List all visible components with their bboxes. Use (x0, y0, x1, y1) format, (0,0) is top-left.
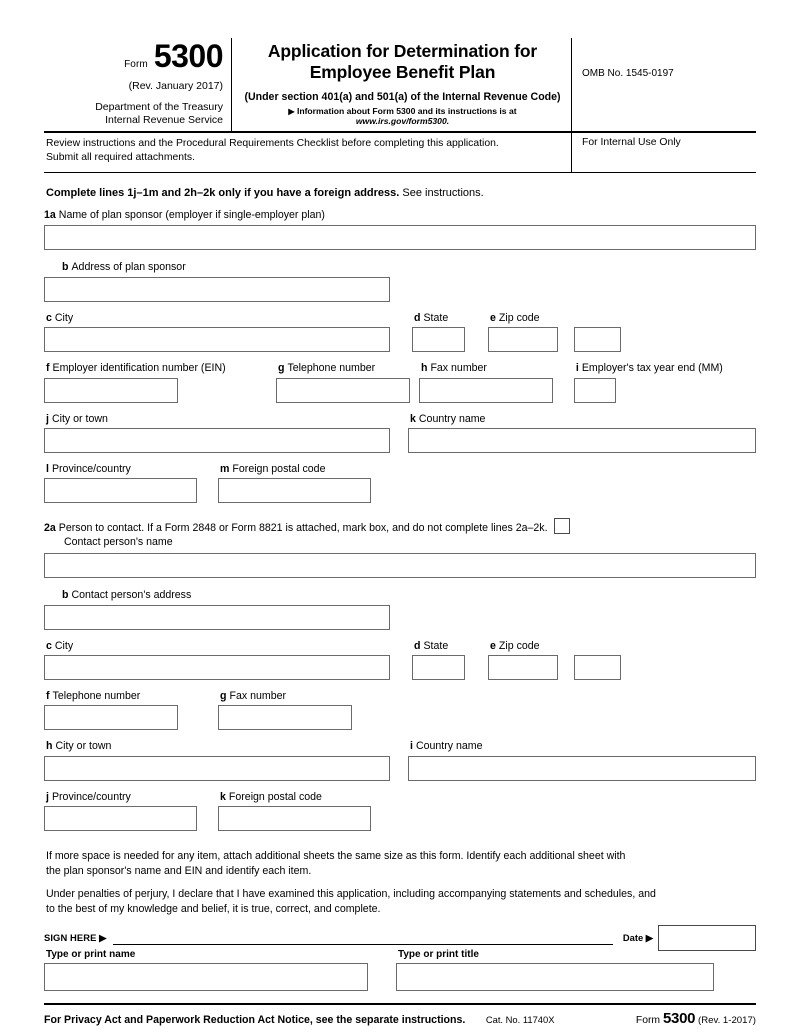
line-1f (44, 362, 276, 402)
line-2h-2i (44, 740, 756, 780)
page-title-line-2: Employee Benefit Plan (309, 61, 496, 82)
line-2a-label (44, 518, 756, 535)
foreign-address-note-rest: See instructions. (399, 186, 484, 199)
line-1j-text: City or town (51, 412, 108, 425)
plan-sponsor-name-input[interactable] (44, 225, 756, 250)
page-title (244, 41, 561, 82)
line-1c-text: City (54, 312, 74, 325)
line-2f-2g (44, 690, 756, 730)
form-header (44, 38, 756, 133)
line-2j-2k (44, 791, 756, 831)
contact-name-sublabel: Contact person's name (64, 536, 173, 549)
line-1l-label (44, 463, 218, 476)
line-2c-label (44, 640, 392, 653)
line-2a-key: 2a (44, 522, 56, 535)
page-title-line-1: Application for Determination for (267, 41, 538, 61)
irs-website-link[interactable]: www.irs.gov/form5300. (355, 116, 450, 127)
form-revision-date: (Rev. January 2017) (128, 80, 223, 92)
line-2e-label (488, 640, 566, 653)
form-info-prefix: Information about Form 5300 and its instructions is at (296, 106, 517, 117)
sponsor-foreign-city-input[interactable] (44, 428, 390, 453)
line-1m-label (218, 463, 398, 476)
line-2i (408, 740, 756, 780)
contact-telephone-input[interactable] (44, 705, 178, 730)
line-2a (44, 518, 756, 577)
line-2b-key: b (62, 588, 69, 601)
line-2e-ext (574, 640, 634, 680)
line-2d (412, 640, 488, 680)
line-1b-key: b (62, 260, 69, 273)
line-1j (44, 413, 408, 453)
signature-line-input[interactable] (113, 930, 613, 945)
sign-here-label: SIGN HERE ▶ (44, 931, 107, 943)
footer-form-revision: (Rev. 1-2017) (698, 1015, 756, 1027)
line-1j-1k (44, 413, 756, 453)
line-2j-key: j (46, 790, 49, 803)
more-space-line-2: the plan sponsor's name and EIN and identify each item. (46, 864, 312, 877)
line-1e-label (488, 312, 566, 325)
line-1l-text: Province/country (51, 462, 131, 475)
sponsor-province-input[interactable] (44, 478, 197, 503)
form-number-row (44, 40, 223, 72)
line-1j-label (44, 413, 408, 426)
contact-zip-extension-input[interactable] (574, 655, 621, 680)
line-1f-text: Employer identification number (EIN) (52, 362, 226, 375)
line-2h-label (44, 740, 408, 753)
form-number: 5300 (153, 38, 223, 74)
line-1d (412, 312, 488, 352)
line-1g-text: Telephone number (287, 362, 376, 375)
ein-input[interactable] (44, 378, 178, 403)
sponsor-telephone-input[interactable] (276, 378, 410, 403)
line-1i-label (574, 362, 756, 375)
footer-form-label: Form (635, 1015, 661, 1027)
line-2h-key: h (46, 740, 53, 753)
line-2d-text: State (423, 639, 449, 652)
type-print-name-cell (44, 949, 396, 992)
line-2i-key: i (410, 740, 413, 753)
line-1h-text: Fax number (430, 362, 487, 375)
line-1m-text: Foreign postal code (232, 462, 326, 475)
contact-foreign-postal-code-input[interactable] (218, 806, 371, 831)
line-2e-key: e (490, 639, 496, 652)
type-print-title-cell (396, 949, 736, 992)
line-1g-label (276, 362, 410, 375)
line-1h-key: h (420, 362, 428, 375)
arrow-right-icon: ▶ (288, 107, 295, 117)
line-2g (218, 690, 398, 730)
type-print-name-label: Type or print name (46, 948, 136, 960)
sponsor-country-name-input[interactable] (408, 428, 756, 453)
line-1g-key: g (277, 362, 285, 375)
sponsor-foreign-postal-code-input[interactable] (218, 478, 371, 503)
line-1j-key: j (46, 412, 49, 425)
footer-form-number: 5300 (662, 1010, 696, 1028)
foreign-address-note-bold: Complete lines 1j–1m and 2h–2k only if you have a foreign address. (46, 186, 400, 199)
omb-number: OMB No. 1545-0197 (582, 68, 674, 79)
signature-row (44, 925, 756, 945)
line-1h (419, 362, 559, 402)
line-2d-key: d (414, 639, 421, 652)
line-2b-text: Contact person's address (71, 588, 192, 601)
line-2g-text: Fax number (229, 690, 287, 703)
line-1b (44, 261, 756, 302)
tax-year-end-input[interactable] (574, 378, 616, 403)
line-2h (44, 740, 408, 780)
line-1a-key: 1a (44, 208, 56, 221)
contact-state-input[interactable] (412, 655, 465, 680)
review-instructions-text (44, 133, 572, 172)
line-1l-1m (44, 463, 756, 503)
line-2k (218, 791, 398, 831)
line-2d-label (412, 640, 488, 653)
review-line-1: Review instructions and the Procedural Requirements Checklist before completing this application. (46, 137, 499, 149)
contact-country-name-input[interactable] (408, 756, 756, 781)
line-1l-key: l (46, 462, 49, 475)
line-2c-key: c (46, 639, 52, 652)
line-2i-text: Country name (415, 740, 483, 753)
line-1a-label (44, 209, 756, 222)
line-1k-key: k (410, 412, 416, 425)
line-2b-label (44, 589, 756, 602)
line-2j-label (44, 791, 218, 804)
line-2k-label (218, 791, 398, 804)
type-print-title-label: Type or print title (398, 948, 479, 960)
more-space-note (46, 849, 756, 879)
type-print-row (44, 949, 756, 992)
sponsor-zip-extension-input[interactable] (574, 327, 621, 352)
line-1k (408, 413, 756, 453)
line-2e (488, 640, 566, 680)
irs-form-5300 (44, 38, 756, 1027)
line-1i-text: Employer's tax year end (MM) (581, 362, 723, 375)
line-1l (44, 463, 218, 503)
line-2c (44, 640, 392, 680)
line-1g (276, 362, 410, 402)
line-2g-label (218, 690, 398, 703)
form-subtitle: (Under section 401(a) and 501(a) of the Internal Revenue Code) (244, 91, 561, 104)
foreign-address-note (46, 187, 756, 199)
line-1i-key: i (575, 362, 579, 375)
line-2j (44, 791, 218, 831)
internal-use-only-label: For Internal Use Only (582, 136, 681, 148)
line-1e (488, 312, 566, 352)
line-1m (218, 463, 398, 503)
more-space-line-1: If more space is needed for any item, attach additional sheets the same size as this form. Identify each additional sheet with (46, 849, 626, 862)
contact-foreign-city-input[interactable] (44, 756, 390, 781)
line-1f-key: f (46, 362, 50, 375)
line-2j-text: Province/country (51, 790, 131, 803)
line-1b-text: Address of plan sponsor (71, 260, 186, 273)
sponsor-state-input[interactable] (412, 327, 465, 352)
review-line-2: Submit all required attachments. (46, 151, 196, 163)
line-1c-label (44, 312, 392, 325)
line-1m-key: m (220, 462, 230, 475)
form-footer (44, 1005, 756, 1027)
header-form-identity (44, 38, 232, 131)
line-2c-text: City (54, 639, 74, 652)
contact-zip-input[interactable] (488, 655, 558, 680)
type-print-title-input[interactable] (396, 963, 714, 991)
line-1c (44, 312, 392, 352)
line-1d-label (412, 312, 488, 325)
perjury-line-2: to the best of my knowledge and belief, it is true, correct, and complete. (46, 902, 381, 915)
line-1f-label (44, 362, 276, 375)
line-1k-text: Country name (418, 412, 486, 425)
line-2b (44, 589, 756, 630)
sponsor-zip-input[interactable] (488, 327, 558, 352)
form-info-line (244, 106, 561, 126)
contact-city-input[interactable] (44, 655, 390, 680)
date-label: Date ▶ (622, 931, 653, 943)
line-1a (44, 209, 756, 250)
line-1e-text: Zip code (498, 312, 540, 325)
contact-person-address-input[interactable] (44, 605, 390, 630)
sponsor-fax-input[interactable] (419, 378, 553, 403)
line-2f-key: f (46, 690, 50, 703)
line-1a-text: Name of plan sponsor (employer if single-employer plan) (58, 208, 325, 221)
line-1f-1i (44, 362, 756, 402)
line-2k-text: Foreign postal code (228, 790, 322, 803)
contact-person-name-input[interactable] (44, 553, 756, 578)
header-title-block (232, 38, 572, 131)
department-line-2: Internal Revenue Service (105, 113, 223, 126)
line-2f-label (44, 690, 218, 703)
line-2g-key: g (220, 690, 227, 703)
line-2f-text: Telephone number (52, 690, 141, 703)
line-2h-text: City or town (55, 740, 112, 753)
review-instructions-strip (44, 133, 756, 173)
line-1d-key: d (414, 312, 421, 325)
contact-province-input[interactable] (44, 806, 197, 831)
line-2c-2e (44, 640, 756, 680)
line-1b-label (44, 261, 756, 274)
line-2f (44, 690, 218, 730)
issuing-agency (44, 101, 223, 127)
line-1c-key: c (46, 312, 52, 325)
department-line-1: Department of the Treasury (95, 101, 223, 113)
line-2e-text: Zip code (498, 639, 540, 652)
catalog-number: Cat. No. 11740X (485, 1014, 555, 1026)
line-2k-key: k (220, 790, 226, 803)
privacy-act-notice: For Privacy Act and Paperwork Reduction Act Notice, see the separate instructions. (44, 1014, 466, 1027)
line-1e-key: e (490, 312, 496, 325)
type-print-name-input[interactable] (44, 963, 368, 991)
contact-fax-input[interactable] (218, 705, 352, 730)
line-2a-text: Person to contact. If a Form 2848 or Form 8821 is attached, mark box, and do not complete lines 2a–2k. (58, 522, 548, 535)
line-1k-label (408, 413, 756, 426)
footer-form-identity (636, 1010, 756, 1027)
line-1h-label (419, 362, 559, 375)
form-2848-8821-attached-checkbox[interactable] (554, 518, 570, 534)
line-1i (574, 362, 756, 402)
line-1d-text: State (423, 312, 449, 325)
plan-sponsor-address-input[interactable] (44, 277, 390, 302)
line-1e-ext (574, 312, 634, 352)
line-1c-1e (44, 312, 756, 352)
perjury-line-1: Under penalties of perjury, I declare that I have examined this application, including accompanying statements and schedules, and (46, 887, 656, 900)
sponsor-city-input[interactable] (44, 327, 390, 352)
form-label: Form (124, 59, 148, 70)
line-2i-label (408, 740, 756, 753)
perjury-declaration (46, 887, 756, 917)
signature-date-input[interactable] (658, 925, 756, 951)
